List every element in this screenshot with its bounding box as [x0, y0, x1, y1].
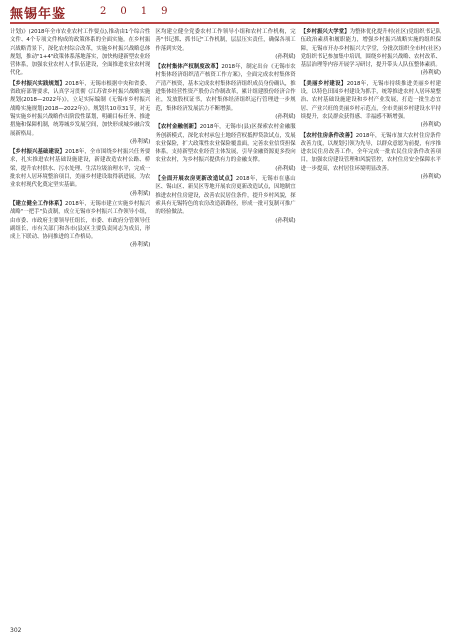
- page-number: 302: [10, 627, 22, 634]
- article-heading: 【乡村振兴实践规划】: [10, 80, 66, 87]
- column-middle: [155, 28, 295, 624]
- author-credit: (孙利斌): [129, 242, 151, 249]
- article-item: [155, 63, 295, 121]
- article-item: [10, 80, 150, 146]
- column-right: [301, 28, 441, 624]
- article-body: 2018年，制定出台《无锡市农村集体经济组织清产核资工作方案》，全面完成农村集体资产清产核资，基本完成农村集体经济组织成员身份确认，推进集体经营性资产股份合作制改革，累计组建股份经济合作社，发放股权证书，农村集体经济组织运行管理进一步规范，集体经济发展活力不断增强。: [155, 64, 296, 112]
- article-body: 2018年，全市围绕乡村振兴任务要求，扎实推进农村基础设施建设，新建改造农村公路、桥梁，提升农村供水、污水处理、生活垃圾治理水平，完成一批农村人居环境整治项目，美丽乡村建设取得新进展，为农业农村现代化奠定坚实基础。: [10, 149, 151, 189]
- page-header: [0, 0, 449, 24]
- author-credit: (孙利斌): [129, 138, 151, 145]
- author-credit: (孙利斌): [420, 70, 441, 77]
- author-credit: (孙利斌): [129, 190, 151, 197]
- yearbook-title: 無锡年鉴: [10, 7, 67, 22]
- article-body: 2018年，无锡市建立实施乡村振兴战略"一把手"负责制，成立无锡市乡村振兴工作领导小组，由市委、市政府主要领导任组长，市委、市政府分管领导任副组长，市有关部门和各市(县)区主要负责同志为成员，形成上下联动、协同推进的工作格局。: [10, 200, 151, 241]
- header-rule: [10, 22, 439, 24]
- author-credit: (孙利斌): [420, 122, 441, 129]
- author-credit: (孙利斌): [275, 113, 296, 120]
- article-heading: 【农村金融创新】: [155, 124, 200, 131]
- article-item: [301, 132, 441, 182]
- article-heading: 【乡村振兴大学堂】: [300, 29, 350, 35]
- author-credit: (孙利斌): [275, 53, 296, 60]
- article-item: [10, 28, 150, 78]
- article-item: [10, 148, 150, 198]
- article-item: [10, 200, 150, 250]
- article-body: 计划)》(2018年全市农业农村工作要点),推动由1个综合性文件、4个专项文件构成的政策体系的全面实施。在乡村振兴战略背景下，深化农村综合改革，实施乡村振兴战略总体规划，推动"1+4"政策体系落地落实，加快构建新型农业经营体系，加强农业农村人才队伍建设，全面推进农业农村现代化。: [10, 29, 151, 77]
- article-body: 2018年，无锡市加大农村住房条件改善力度，以规划引领为先导，以群众意愿为前提，有序推进农民住房改善工作，全年完成一批农民住房条件改善项目，加强农房建设管理和风貌管控，农村住房安全保障水平进一步提高，农村居住环境明显改善。: [300, 132, 441, 172]
- author-credit: (孙利斌): [420, 174, 441, 181]
- column-left: [10, 28, 150, 624]
- article-heading: 【建立健全工作体系】: [10, 200, 66, 207]
- article-item: [155, 175, 295, 225]
- author-credit: (孙利斌): [275, 165, 296, 172]
- article-body: 区均建立健全党委农村工作领导小组和农村工作机构，完善"书记抓、抓书记"工作机制，层层压实责任，确保各项工作落到实处。: [155, 29, 296, 52]
- article-item: [301, 80, 441, 130]
- yearbook-year: 2019: [100, 6, 182, 17]
- article-heading: 【美丽乡村建设】: [300, 80, 347, 87]
- article-body: 2018年，无锡市(县)区探索农村金融服务创新模式，深化农村承包土地经营权抵押贷款试点，发展农业保险，扩大政策性农业保险覆盖面，完善农业信贷担保体系，支持新型农业经营主体发展，引导金融资源更多投向农业农村，为乡村振兴提供有力的金融支撑。: [155, 124, 296, 164]
- author-credit: (孙利斌): [275, 217, 296, 224]
- article-heading: 【农村住房条件改善】: [300, 132, 356, 139]
- article-heading: 【乡村振兴基础建设】: [10, 149, 66, 156]
- article-body: 2018年，无锡市根据中央和省委、省政府部署要求，认真学习贯彻《江苏省乡村振兴战略实施规划(2018—2022年)》，立足实际编制《无锡市乡村振兴战略实施规划(2018—2022年)》。规划共10章31节，对无锡实施乡村振兴战略作出阶段性谋划，明确目标任务、推进措施和保障机制，统筹城乡发展空间，加快形成城乡融合发展新格局。: [10, 80, 151, 137]
- text-columns: [10, 28, 441, 624]
- article-item: [301, 28, 441, 78]
- article-body: 为整体优化提升村(社区)党组织书记队伍政治素质和履职能力，增强乡村振兴战略实施的组织保障，无锡市开办乡村振兴大学堂，分批次组织全市村(社区)党组织书记参加集中培训，围绕乡村振兴战略、农村改革、基层治理等内容开展学习研讨，提升带头人队伍整体素质。: [300, 29, 441, 69]
- article-item: [155, 123, 295, 173]
- article-heading: 【全面开展农房更新改造试点】: [155, 176, 236, 183]
- article-body: 2018年，无锡市在惠山区、锡山区、新吴区等地开展农房更新改造试点，因地制宜推进农村住房建设，改善农民居住条件，提升乡村风貌，探索具有无锡特色的农房改造新路径，形成一批可复制可推广的经验做法。: [155, 176, 296, 216]
- article-heading: 【农村集体产权制度改革】: [155, 64, 222, 71]
- article-item: [155, 28, 295, 61]
- article-body: 2018年，无锡市持续推进美丽乡村建设，以特色田园乡村建设为抓手，统筹推进农村人居环境整治、农村基础设施建设和乡村产业发展，打造一批生态宜居、产业兴旺的美丽乡村示范点，全市美丽乡村建设水平持续提升，农民群众获得感、幸福感不断增强。: [300, 80, 441, 120]
